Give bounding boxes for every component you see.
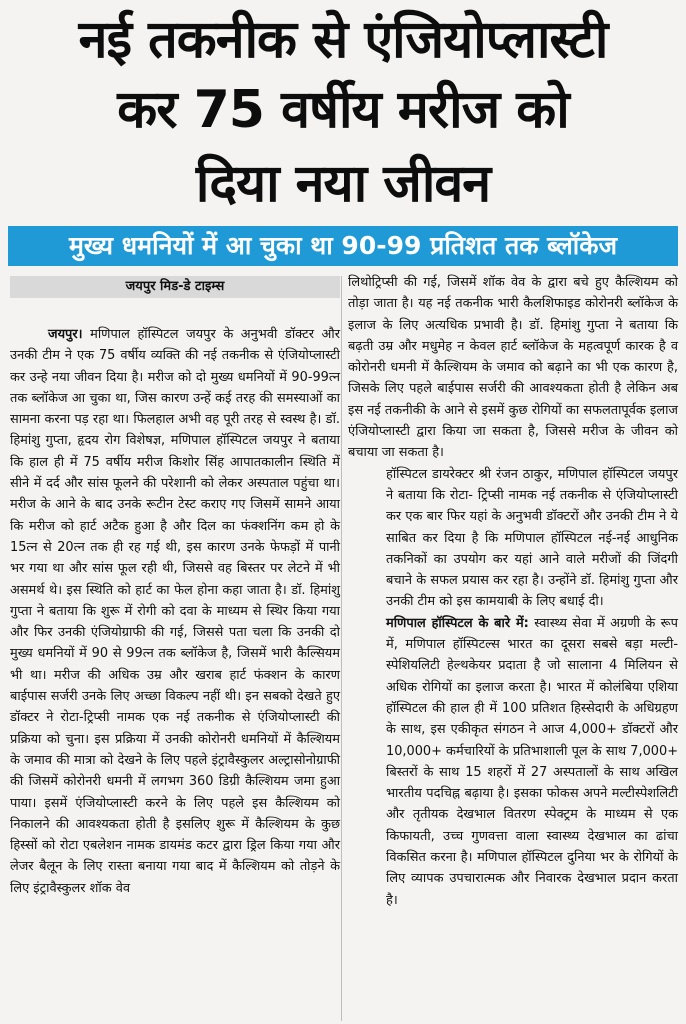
column-divider [341,276,342,1021]
article-paragraph-4 [348,613,678,911]
headline-line-1: नई तकनीक से एंजियोप्लास्टी [78,10,608,70]
paragraph-text: हॉस्पिटल डायरेक्टर श्री रंजन ठाकुर, मणिपाल हॉस्पिटल जयपुर ने बताया कि रोटा- ट्रिप्सी नामक नई तकनीक से एंजियोप्लास्टी कर एक बार फिर यहां के अनुभवी डॉक्टरों और उनकी टीम ने ये साबित कर दिया है कि मणिपाल हॉस्पिटल नई-नई आधुनिक तकनिकों का उपयोग कर यहां आने वाले मरीजों की जिंदगी बचाने के सफल प्रयास कर रहा है। उन्होंने डॉ. हिमांशु गुप्ता और उनकी टीम को इस कामयाबी के लिए बधाई दी। [386,466,678,610]
subheadline-banner: मुख्य धमनियों में आ चुका था 90-99 प्रतिशत तक ब्लॉकेज [8,226,678,266]
dateline: जयपुर। [48,327,83,342]
paragraph-text: मणिपाल हॉस्पिटल जयपुर के अनुभवी डॉक्टर और उनकी टीम ने एक 75 वर्षीय व्यक्ति की नई तकनीक से एंजियोप्लास्टी कर उन्हे नया जीवन दिया है। मरीज को दो मुख्य धमनियों में 90-99त्न तक ब्लॉकेज आ चुका था, जिस कारण उन्हें कई तरह की समस्याओं का सामना करना पड़ रहा था। फिलहाल अभी वह पूरी तरह से स्वस्थ है। डॉ. हिमांशु गुप्ता, हृदय रोग विशेषज्ञ, मणिपाल हॉस्पिटल जयपुर ने बताया कि हाल ही में 75 वर्षीय मरीज किशोर सिंह आपातकालीन स्थिति में सीने में दर्द और सांस फूलने की परेशानी को लेकर अस्पताल पहुंचा था। मरीज के आने के बाद उनके रूटीन टेस्ट कराए गए जिसमें सामने आया कि मरीज को हार्ट अटैक हुआ है और दिल का फंक्शनिंग कम हो के 15त्न से 20त्न तक ही रह गई थी, इस कारण उनके फेफड़ों में पानी भर गया था और सांस फूल रही थी, जिससे वह बिस्तर पर लेटने में भी असमर्थ थे। इस स्थिति को हार्ट का फेल होना कहा जाता है। डॉ. हिमांशु गुप्ता ने बताया कि शुरू में रोगी को दवा के माध्यम से स्थिर किया गया और फिर उनकी एंजियोग्राफी की गई, जिससे पता चला कि उनकी दो मुख्य धमनियों में 90 से 99त्न तक ब्लॉकेज है, जिसमें भारी कैल्सियम भी था। मरीज की अधिक उम्र और खराब हार्ट फंक्शन के कारण बाईपास सर्जरी उनके लिए अच्छा विकल्प नहीं थी। इन सबको देखते हुए डॉक्टर ने रोटा-ट्रिप्सी नामक एक नई तकनीक से एंजियोप्लास्टी की प्रक्रिया को चुना। इस प्रक्रिया में उनकी कोरोनरी धमनियों में कैल्शियम के जमाव की मात्रा को देखने के लिए पहले इंट्रावैस्कुलर अल्ट्रासोनोग्राफी की जिसमें कोरोनरी धमनी में लगभग 360 डिग्री कैल्शियम जमा हुआ पाया। इसमें एंजियोप्लास्टी करने के लिए पहले इस कैल्शियम को निकालने की आवश्यकता होती है इसलिए शुरू में कैल्शियम के कुछ हिस्सों को रोटा एबलेशन नामक डायमंड कटर द्वारा ड्रिल किया गया और लेजर बैलून के लिए रास्ता बनाया गया बाद में कैल्शियम को तोड़ने के लिए इंट्रावैस्कुलर शॉक वेव [10,327,340,896]
paragraph-text: लिथोट्रिप्सी की गई, जिसमें शॉक वेव के द्वारा बचे हुए कैल्शियम को तोड़ा जाता है। यह नई तकनीक भारी कैलशिफाइड कोरोनरी ब्लॉकेज के इलाज के लिए अत्यधिक प्रभावी है। डॉ. हिमांशु गुप्ता ने बताया कि बढ़ती उम्र और मधुमेह न केवल हार्ट ब्लॉकेज के महत्वपूर्ण कारक है व कोरोनरी धमनी में कैल्शियम के जमाव को बढ़ाने का भी एक कारण है, जिसके लिए पहले बाईपास सर्जरी की आवश्यकता होती है लेकिन अब इस नई तकनीकी के आने से इसमें कुछ रोगियों का सफलतापूर्वक इलाज एंजियोप्लास्टी द्वारा किया जा सकता है, जिससे मरीज के जीवन को बचाया जा सकता है। [348,275,678,461]
article-left-column [10,272,340,899]
about-heading: मणिपाल हॉस्पिटल के बारे में: [386,615,529,631]
article-paragraph-1 [10,324,340,899]
article-right-column [348,272,678,911]
article-paragraph-2 [348,272,678,464]
byline: जयपुर मिड-डे टाइम्स [10,276,340,298]
headline-line-2: कर 75 वर्षीय मरीज को [117,80,569,140]
headline-line-3: दिया नया जीवन [195,154,491,214]
article-paragraph-3 [348,464,678,613]
paragraph-text: स्वास्थ्य सेवा में अग्रणी के रूप में, मणिपाल हॉस्पिटल्स भारत का दूसरा सबसे बड़ा मल्टी-स्पेशियलिटी हेल्थकेयर प्रदाता है जो सालाना 4 मिलियन से अधिक रोगियों का इलाज करता है। भारत में कोलंबिया एशिया हॉस्पिटल की हाल ही में 100 प्रतिशत हिस्सेदारी के अधिग्रहण के साथ, इस एकीकृत संगठन ने आज 4,000+ डॉक्टरों और 10,000+ कर्मचारियों के प्रतिभाशाली पूल के साथ 7,000+ बिस्तरों के साथ 15 शहरों में 27 अस्पतालों के साथ अखिल भारतीय पदचिह्न बढ़ाया है। इसका फोकस अपने मल्टीस्पेशलिटी और तृतीयक देखभाल वितरण स्पेक्ट्रम के माध्यम से एक किफायती, उच्च गुणवत्ता वाला स्वास्थ्य देखभाल का ढांचा विकसित करना है। मणिपाल हॉस्पिटल दुनिया भर के रोगियों के लिए व्यापक उपचारात्मक और निवारक देखभाल प्रदान करता है। [386,615,678,908]
